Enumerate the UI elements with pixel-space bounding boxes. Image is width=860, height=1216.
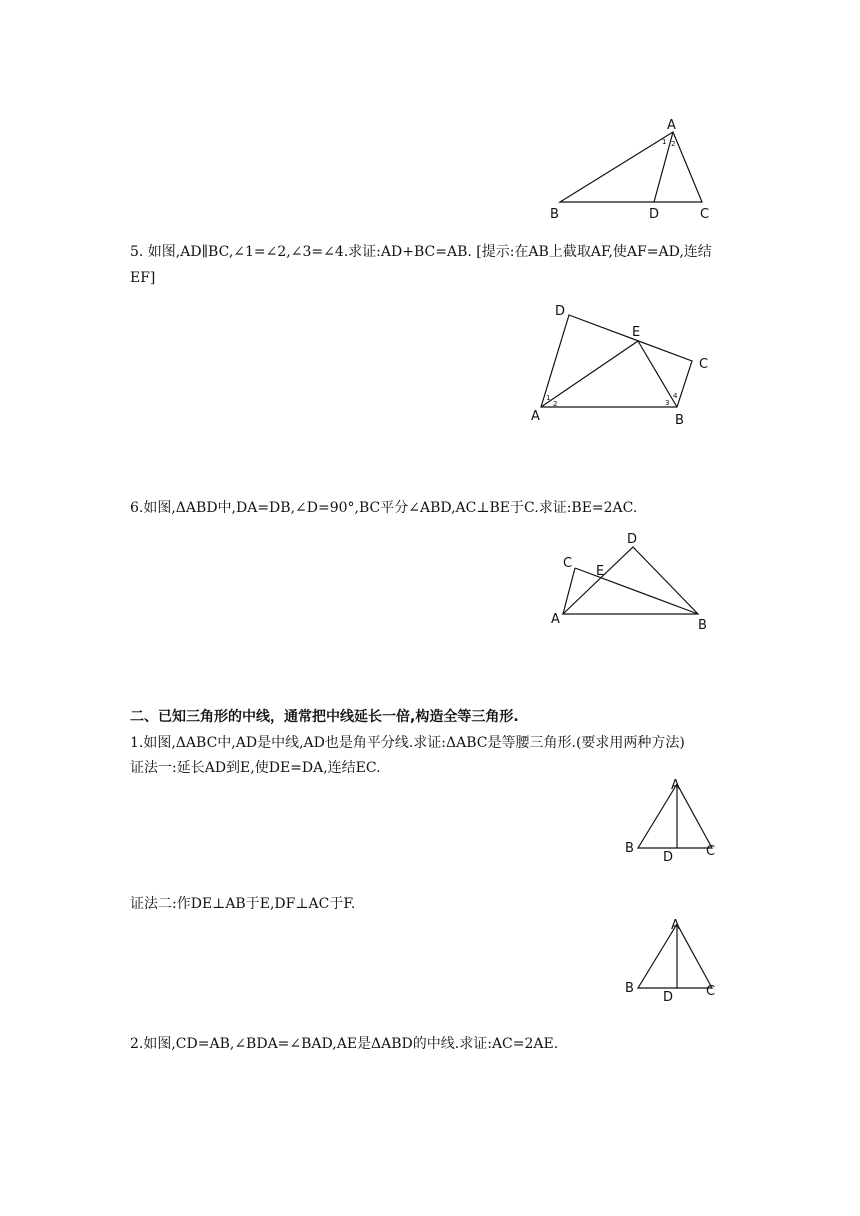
label-angle-1: 1 [662, 138, 667, 146]
segment-cb [575, 568, 698, 614]
label-a: A [667, 118, 676, 133]
label-a: A [671, 778, 680, 793]
problem-5-line-2: EF] [130, 270, 156, 286]
label-c: C [706, 844, 716, 859]
label-d: D [627, 532, 638, 547]
label-angle-2: 2 [671, 140, 676, 148]
triangle-abd [563, 547, 698, 614]
label-c: C [706, 984, 716, 999]
figure-isosceles-triangle-1 [620, 775, 730, 865]
label-d: D [663, 850, 674, 865]
label-b: B [625, 981, 634, 996]
figure-triangle-abd [540, 530, 740, 640]
figure-isosceles-triangle-2 [620, 915, 730, 1005]
label-angle-4: 4 [673, 392, 678, 400]
label-angle-3: 3 [665, 399, 670, 407]
label-angle-1: 1 [546, 394, 551, 402]
label-c: C [700, 207, 710, 222]
label-d: D [649, 207, 660, 222]
segment-ac [563, 568, 575, 614]
label-a: A [531, 409, 540, 424]
question-2-text: 2.如图,CD=AB,∠BDA=∠BAD,AE是ΔABD的中线.求证:AC=2AE. [130, 1036, 559, 1052]
figure-quadrilateral-abcd [520, 298, 720, 428]
label-a: A [671, 918, 680, 933]
triangle-abc [638, 784, 712, 848]
label-e: E [596, 564, 605, 579]
problem-5-line-1: 5. 如图,AD∥BC,∠1=∠2,∠3=∠4.求证:AD+BC=AB. [提示:在AB上截取AF,使AF=AD,连结 [130, 244, 712, 260]
label-a: A [551, 612, 560, 627]
label-d: D [663, 990, 674, 1005]
label-e: E [632, 325, 641, 340]
label-b: B [675, 413, 684, 428]
question-1-method-1: 证法一:延长AD到E,使DE=DA,连结EC. [130, 760, 381, 776]
label-angle-2: 2 [553, 400, 558, 408]
question-1-text: 1.如图,ΔABC中,AD是中线,AD也是角平分线.求证:ΔABC是等腰三角形.(要求用两种方法) [130, 735, 685, 751]
triangle-abc [560, 132, 702, 202]
label-b: B [625, 841, 634, 856]
triangle-abc [638, 924, 712, 988]
question-1-method-2: 证法二:作DE⊥AB于E,DF⊥AC于F. [130, 896, 356, 912]
figure-triangle-abc-ad [540, 110, 740, 225]
segment-ae [541, 341, 638, 407]
label-c: C [699, 357, 709, 372]
label-b: B [550, 207, 559, 222]
segment-be [638, 341, 677, 407]
label-d: D [555, 304, 566, 319]
label-c: C [563, 556, 573, 571]
label-b: B [698, 618, 707, 633]
section-2-heading: 二、已知三角形的中线，通常把中线延长一倍,构造全等三角形. [130, 709, 519, 725]
problem-6-text: 6.如图,ΔABD中,DA=DB,∠D=90°,BC平分∠ABD,AC⊥BE于C.求证:BE=2AC. [130, 500, 638, 516]
